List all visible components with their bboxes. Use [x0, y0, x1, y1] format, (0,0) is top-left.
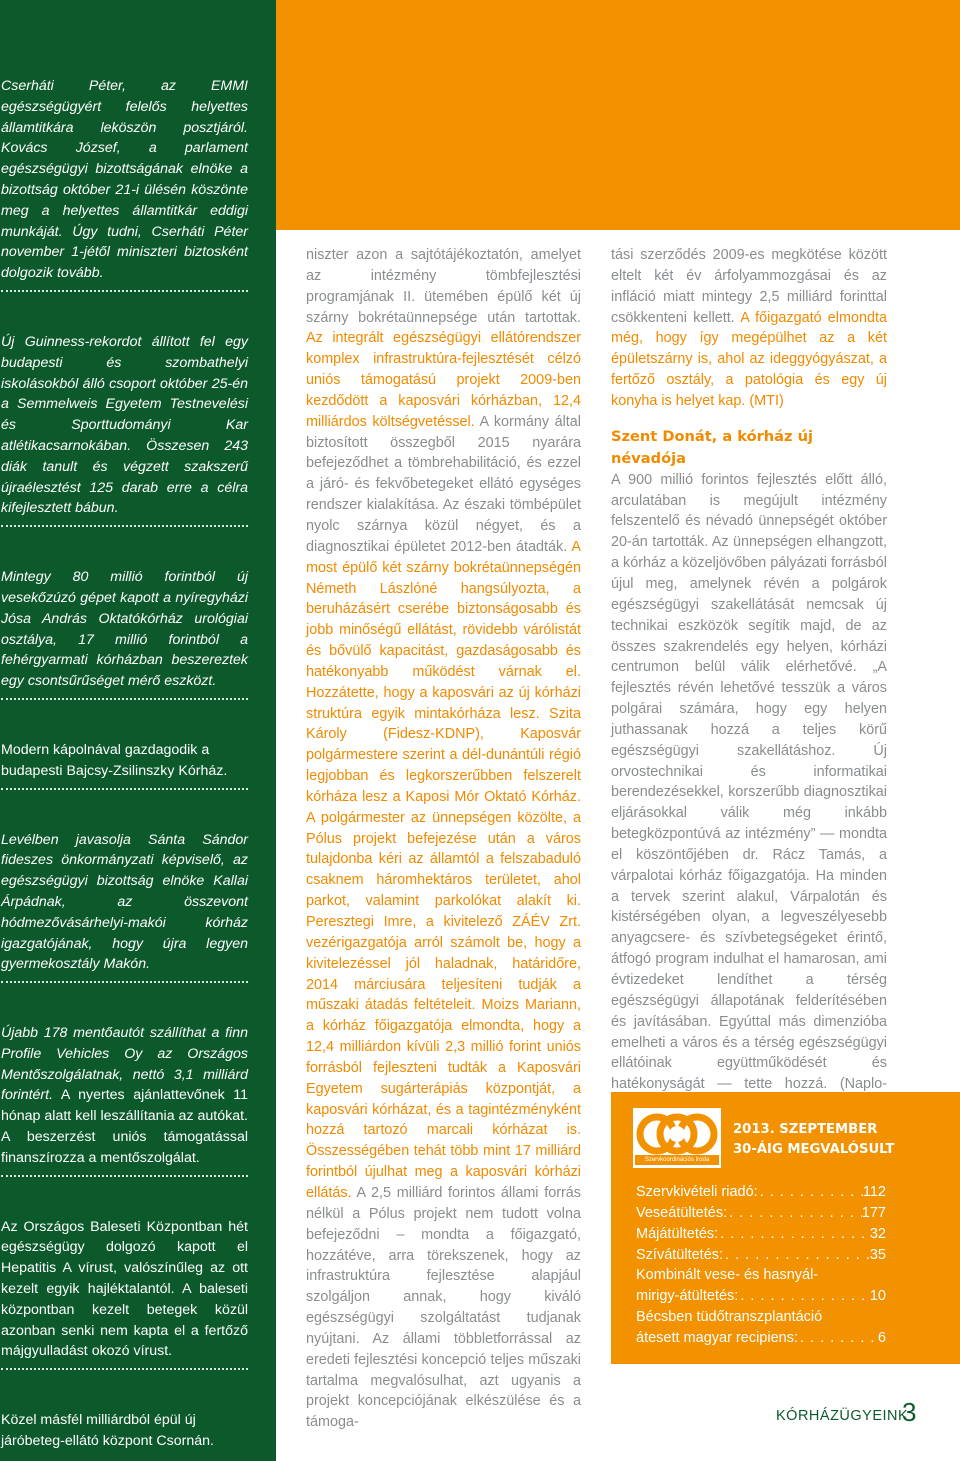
- stats-title-line: 2013. SZEPTEMBER: [733, 1122, 878, 1137]
- article-text-highlight: A most épülő két szárny bokrétaünnepségén Németh Lászlóné hangsúlyozta, a beruházásért cserébe biztonságosabb és jobb minőségű ellátást, rövidebb várólistát és bővülő kapacitást, gazdaságosabb és hatékonyabb működést várnak el. Hozzátette, hogy a kaposvári az új kórházi struktúra egyik mintakórháza lesz. Szita Károly (Fidesz-KDNP), Kaposvár polgármestere szerint a dél-dunántúli régió legjobban és legkorszerűbben felszerelt kórháza lesz a Kaposi Mór Oktató Kórház. A polgármester az ünnepségen közölte, a Pólus projekt befejezése után a város tulajdonba kéri az államtól a felszabaduló csaknem háromhektáros területet, ahol parkot, valamint parkolókat alakít ki. Peresztegi Imre, a kivitelező ZÁÉV Zrt. vezérigazgatója arról számolt be, hogy a kivitelezéssel jól haladnak, határidőre, 2014 márciusára teljesíteni tudják a műszaki átadás feltételeit. Moizs Mariann, a kórház főigazgatója elmondta, hogy a 12,4 milliárdon kívüli 2,3 millió forint uniós forrásból fejleszteni tudták a Kaposvári Egyetem sugárterápiás központját, a kaposvári kórházat, és a tagintézményként hozzá tartozó marcali kórházat is. Összességében tehát több mint 17 milliárd forintból újulhat meg a kaposvári kórházi ellátás.: [306, 538, 581, 1201]
- header-color-block: [276, 0, 960, 230]
- news-item: [1, 740, 248, 782]
- news-text-italic: Újabb 178 mentőautót szállíthat a finn Profile Vehicles Oy az Országos Mentőszolgálatnak, nettó 3,1 milliárd forintért.: [1, 1025, 248, 1104]
- news-text: Mintegy 80 millió forintból új vesekőzúzó gépet kapott a nyíregyházi Jósa András Oktatókórház urológiai osztálya, 17 millió forintból a fehérgyarmati kórházban beszereztek egy csontsűrűséget mérő eszközt.: [1, 569, 248, 690]
- stat-value: 112: [862, 1184, 886, 1200]
- dot-leader: [723, 1245, 870, 1266]
- transplant-stats-box: [611, 1092, 960, 1364]
- dot-leader: [727, 1203, 862, 1224]
- stat-label: Veseátültetés:: [636, 1204, 728, 1221]
- news-list: [1, 76, 248, 1452]
- stat-label: Szívátültetés:: [636, 1246, 724, 1263]
- stat-value: 177: [861, 1204, 886, 1221]
- stat-row: [636, 1286, 886, 1307]
- article-text: tási szerződés 2009-es megkötése között eltelt két év árfolyammozgásai és az infláció miatt mintegy 2,5 milliárd forinttal csökkenteni kellett.: [611, 247, 887, 326]
- stats-title-line: 30-ÁIG MEGVALÓSULT: [733, 1142, 895, 1157]
- stat-value: 32: [869, 1225, 886, 1242]
- article-text-highlight: Az integrált egészségügyi ellátórendszer komplex infrastruktúra-fejlesztését célzó uniós támogatású projekt 2009-ben kezdődött a kaposvári kórházban, 12,4 milliárdos költségvetéssel.: [306, 330, 581, 430]
- dotted-divider: [1, 981, 248, 983]
- stats-list: [636, 1182, 886, 1349]
- stat-value: 10: [869, 1288, 886, 1305]
- stat-label: Májátültetés:: [636, 1225, 719, 1242]
- stat-label-line: Kombinált vese- és hasnyál-: [636, 1267, 819, 1284]
- dotted-divider: [1, 290, 248, 292]
- news-text: Közel másfél milliárdból épül új járóbeteg-ellátó központ Csornán.: [1, 1412, 214, 1450]
- stat-row: [636, 1182, 886, 1203]
- news-item: [1, 332, 248, 519]
- news-text: Új Guinness-rekordot állított fel egy budapesti és szombathelyi iskolásokból álló csoport október 25-én a Semmelweis Egyetem Testnevelési és Sporttudományi Kar atlétikacsarnokában. Összesen 243 diák tanult és végzett szakszerű újraélesztést 125 darab erre a célra kifejlesztett bábun.: [1, 333, 248, 517]
- article-text-highlight: A főigazgató elmondta még, hogy így megépülhet az a két épületszárny is, ahol az ideggyógyászat, a fertőző osztály, a patológia és egy új konyha is helyet kap. (MTI): [611, 309, 887, 409]
- section-heading: Szent Donát, a kórház új névadója: [611, 427, 813, 467]
- news-text: [1, 1023, 248, 1169]
- magazine-name: KÓRHÁZÜGYEINK: [776, 1408, 909, 1424]
- dot-leader: [738, 1286, 870, 1307]
- article-column-middle: [306, 245, 581, 1433]
- article-paragraph: [611, 245, 887, 412]
- stat-label: mirigy-átültetés:: [636, 1288, 739, 1305]
- article-paragraph: A 900 millió forintos fejlesztés előtt álló, arculatában is megújult intézmény felszentelő és névadó ünnepségét október 20-án tartották. Az ünnepségen elhangzott, a kórház a közeljövőben pályázati forrásból újul meg, amelynek révén a polgárok egészségügyi szakellátását nemcsak új technikai eszközök segítik majd, de az összes szakrendelés egy helyen, kórházi centrumon belül válik elérhetővé. „A fejlesztés révén lehetővé tesszük a város polgárai számára, hogy egy helyen juthassanak hozzá a teljes körű egészségügyi szakellátáshoz. Új orvostechnikai és informatikai berendezésekkel, korszerűbb diagnosztikai eljárásokkal válik még inkább betegközpontúvá az intézmény” — mondta el köszöntőjében dr. Rácz Tamás, a várpalotai kórház főigazgatója. Ha minden a tervek szerint alakul, Várpalotán és kistérségében olyan, a legveszélyesebb anyagcsere- és szívbetegségeket érintő, átfogó program indulhat el hamarosan, ami évtizedeket lendíthet a térség egészségügyi állapotának felderítésében és javításában. Egyúttal más dimenzióba emelheti a város és a térség egészségügyi ellátóinak együttműködését és hatékonyságát — tette hozzá. (Naplo-: [611, 471, 887, 1093]
- stat-label: átesett magyar recipiens:: [636, 1329, 798, 1346]
- article-paragraph: [306, 245, 581, 1433]
- dotted-divider: [1, 1368, 248, 1370]
- page-number: 3: [902, 1397, 917, 1427]
- news-text: Modern kápolnával gazdagodik a budapesti Bajcsy-Zsilinszky Kórház.: [1, 741, 228, 779]
- article-column-right: [611, 245, 887, 1116]
- news-text: Levélben javasolja Sánta Sándor fideszes önkormányzati képviselő, az egészségügyi bizottság elnöke Kallai Árpádnak, az összevont hódmezővásárhelyi-makói kórház igazgatójának, hogy újra legyen gyermekosztály Makón.: [1, 831, 248, 973]
- article-text: niszter azon a sajtótájékoztatón, amelyet az intézmény tömbfejlesztési programjának II. ütemében épülő két új szárny bokrétaünnepsége után tartottak.: [306, 247, 581, 326]
- stat-row: [636, 1224, 886, 1245]
- news-text: Cserháti Péter, az EMMI egészségügyért felelős helyettes államtitkára leköszön posztjáról. Kovács József, a parlament egészségügyi bizottságának elnöke a bizottság október 21-i ülésén köszönte meg a helyettes államtitkár eddigi munkáját. Úgy tudni, Cserháti Péter november 1-jétől miniszteri biztosként dolgozik tovább.: [1, 78, 248, 282]
- news-item: [1, 1410, 248, 1452]
- stat-row: [636, 1203, 886, 1224]
- stats-title: [733, 1120, 894, 1160]
- dotted-divider: [1, 525, 248, 527]
- article-text: A 2,5 milliárd forintos állami forrás nélkül a Pólus projekt nem tudott volna befejeződni – mondta a főigazgató, hozzátéve, arra törekszenek, hogy az infrastruktúra fejlesztése alapjául szolgáljon annak, hogy kiváló egészségügyi szolgáltatást tudjanak nyújtani. Az állami többletforrással az eredeti fejlesztési koncepció teljes műszaki tartalma megvalósulhat, azt ugyanis a projekt koncepciójának elkészülése és a támoga-: [306, 1184, 581, 1431]
- dotted-divider: [1, 788, 248, 790]
- news-text: Az Országos Baleseti Központban hét egészségügy dolgozó kapott el Hepatitis A vírust, valószínűleg az ott kezelt egyik hajléktalantól. A baleseti központban kezelt betegek közül azonban senki nem kapta el a fertőző májgyulladást okozó vírust.: [1, 1218, 248, 1360]
- stat-row: [636, 1328, 886, 1349]
- stat-value: 35: [869, 1246, 886, 1263]
- news-item: [1, 76, 248, 284]
- dot-leader: [798, 1328, 878, 1349]
- dot-leader: [718, 1224, 870, 1245]
- dotted-divider: [1, 698, 248, 700]
- news-item: [1, 1217, 248, 1363]
- news-sidebar: [0, 0, 276, 1461]
- news-item: [1, 830, 248, 976]
- dot-leader: [758, 1182, 863, 1203]
- logo-caption: Szervkoordinációs Iroda: [635, 1155, 719, 1165]
- news-text-upright: A nyertes ajánlattevőnek 11 hónap alatt kell leszállítania az autókat. A beszerzést uniós támogatással finanszírozza a mentőszolgálat.: [1, 1087, 248, 1166]
- stat-row: [636, 1245, 886, 1266]
- stat-label: Szervkivételi riadó:: [636, 1184, 758, 1200]
- dotted-divider: [1, 1175, 248, 1177]
- stat-value: 6: [877, 1329, 886, 1346]
- news-item: [1, 1023, 248, 1169]
- stat-label-line: Bécsben tüdőtranszplantáció: [636, 1309, 823, 1326]
- article-text: A kormány által biztosított összegből 2015 nyarára befejeződhet a tömbrehabilitáció, és ezzel a járó- és fekvőbetegeket ellátó egységes rendszer kialakítása. Az északi tömbépület nyolc szárnya közül négyet, és a diagnosztikai épületet 2012-ben átadták.: [306, 413, 581, 555]
- news-item: [1, 567, 248, 692]
